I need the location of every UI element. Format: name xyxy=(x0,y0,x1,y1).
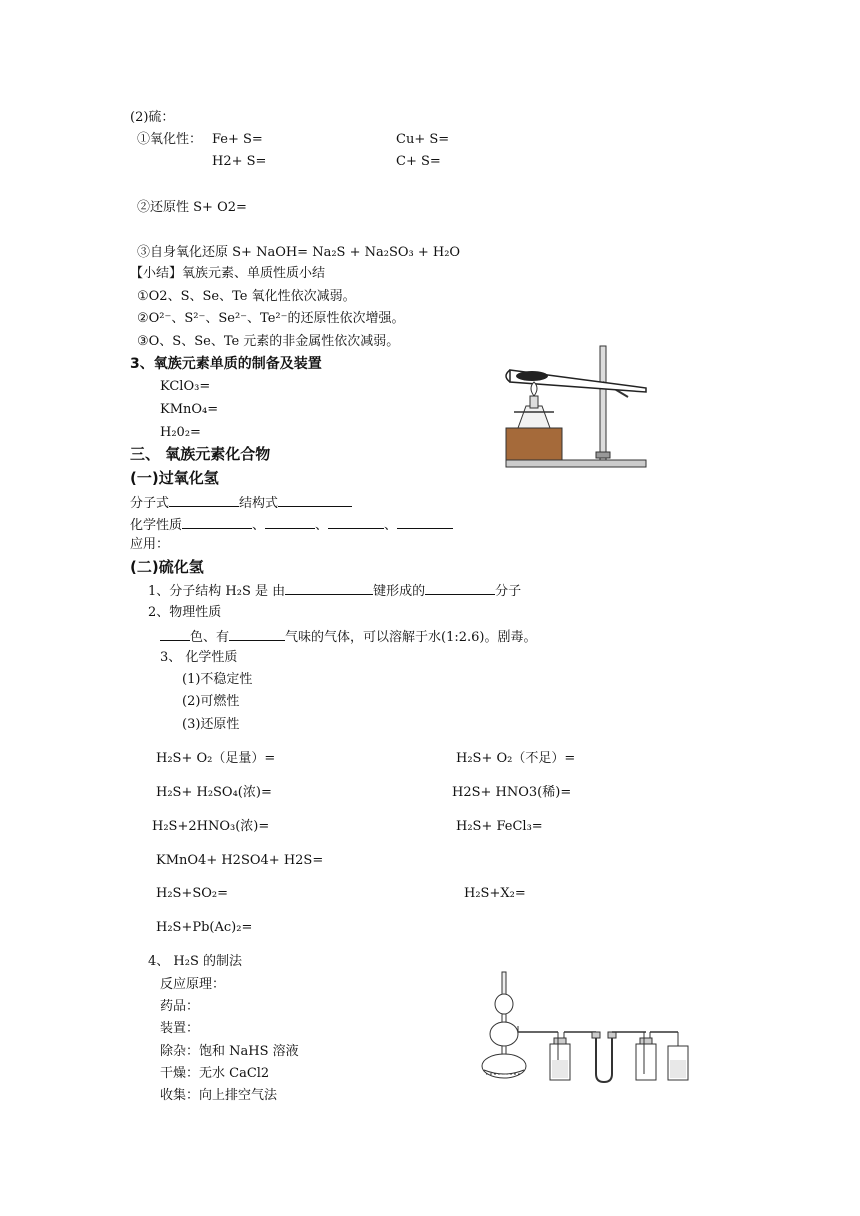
prep-collect: 收集：向上排空气法 xyxy=(160,1088,278,1103)
sulfur-heading: (2)硫： xyxy=(130,110,175,125)
molecule-blank xyxy=(425,582,495,595)
h2s-physical-title: 2、物理性质 xyxy=(148,605,222,620)
structure-label: 结构式 xyxy=(239,496,279,511)
chem-sep-2: 、 xyxy=(315,518,329,533)
eq-h2s-x2: H₂S+X₂= xyxy=(464,886,526,901)
reaction-fe-s: Fe+ S= xyxy=(212,132,263,147)
reaction-h2-s: H2+ S= xyxy=(212,154,267,169)
h2s-structure-line xyxy=(148,582,521,600)
chem-blank-1 xyxy=(182,516,252,529)
odor-blank xyxy=(229,628,285,641)
part3-title: 三、 氧族元素化合物 xyxy=(130,445,271,463)
h2s-unstable: (1)不稳定性 xyxy=(182,672,253,687)
eq-h2s-hno3-dilute: H2S+ HNO3(稀)= xyxy=(452,785,572,800)
h2s-flammable: (2)可燃性 xyxy=(182,694,240,709)
prep-principle: 反应原理： xyxy=(160,977,226,992)
prep-dry: 干燥：无水 CaCl2 xyxy=(160,1066,270,1081)
eq-h2s-h2so4: H₂S+ H₂SO₄(浓)= xyxy=(156,785,272,800)
eq-h2s-fecl3: H₂S+ FeCl₃= xyxy=(456,819,543,834)
prep-reagents: 药品： xyxy=(160,999,200,1014)
chem-blank-3 xyxy=(328,516,384,529)
peroxide-title: (一)过氧化氢 xyxy=(130,469,219,487)
s2-b: 气味的气体，可以溶解于水(1:2.6)。剧毒。 xyxy=(285,630,537,645)
self-redox-reaction: ③自身氧化还原 S+ NaOH= Na₂S + Na₂SO₃ + H₂O xyxy=(137,245,461,260)
eq-kmno4: KMnO4+ H2SO4+ H2S= xyxy=(156,853,324,868)
summary-point-2: ②O²⁻、S²⁻、Se²⁻、Te²⁻的还原性依次增强。 xyxy=(137,311,405,326)
eq-h2s-hno3-conc: H₂S+2HNO₃(浓)= xyxy=(152,819,270,834)
s1-c: 分子 xyxy=(495,584,522,599)
eq-h2s-so2: H₂S+SO₂= xyxy=(156,886,229,901)
reaction-c-s: C+ S= xyxy=(396,154,441,169)
chem-blank-2 xyxy=(265,516,315,529)
peroxide-chem-line xyxy=(130,516,453,534)
reaction-cu-s: Cu+ S= xyxy=(396,132,450,147)
eq-h2s-o2-limited: H₂S+ O₂（不足）= xyxy=(456,751,576,766)
oxidizing-label: ①氧化性： xyxy=(137,132,203,147)
formula-label: 分子式 xyxy=(130,496,170,511)
summary-title: 【小结】氧族元素、单质性质小结 xyxy=(130,266,326,281)
chem-sep-3: 、 xyxy=(384,518,398,533)
h2s-title: (二)硫化氢 xyxy=(130,558,204,576)
chem-blank-4 xyxy=(397,516,453,529)
s2-a: 色、有 xyxy=(190,630,230,645)
color-blank xyxy=(160,628,190,641)
prep-kclo3: KClO₃= xyxy=(160,379,211,394)
structure-blank xyxy=(278,494,352,507)
eq-h2s-pbac2: H₂S+Pb(Ac)₂= xyxy=(156,920,253,935)
eq-h2s-o2-excess: H₂S+ O₂（足量）= xyxy=(156,751,276,766)
prep-apparatus: 装置： xyxy=(160,1021,200,1036)
reducing-reaction: ②还原性 S+ O2= xyxy=(137,200,247,215)
prep-h2o2: H₂0₂= xyxy=(160,425,201,440)
h2s-reducing: (3)还原性 xyxy=(182,717,240,732)
chem-label: 化学性质 xyxy=(130,518,183,533)
h2s-prep-title: 4、 H₂S 的制法 xyxy=(148,954,242,969)
summary-point-3: ③O、S、Se、Te 元素的非金属性依次减弱。 xyxy=(137,334,400,349)
summary-point-1: ①O2、S、Se、Te 氧化性依次减弱。 xyxy=(137,289,356,304)
s1-a: 1、分子结构 H₂S 是 由 xyxy=(148,584,286,599)
section3-title: 3、氧族元素单质的制备及装置 xyxy=(130,356,322,372)
chem-sep-1: 、 xyxy=(252,518,266,533)
h2s-generation-apparatus-figure xyxy=(478,970,694,1086)
peroxide-app-label: 应用： xyxy=(130,537,170,552)
heating-apparatus-figure xyxy=(496,342,652,472)
peroxide-formula-line xyxy=(130,494,352,512)
s1-b: 键形成的 xyxy=(373,584,426,599)
prep-kmno4: KMnO₄= xyxy=(160,402,219,417)
h2s-chemical-title: 3、 化学性质 xyxy=(160,650,238,665)
h2s-physical-line xyxy=(160,628,537,646)
bond-blank xyxy=(285,582,373,595)
prep-purify: 除杂：饱和 NaHS 溶液 xyxy=(160,1044,299,1059)
formula-blank xyxy=(169,494,239,507)
